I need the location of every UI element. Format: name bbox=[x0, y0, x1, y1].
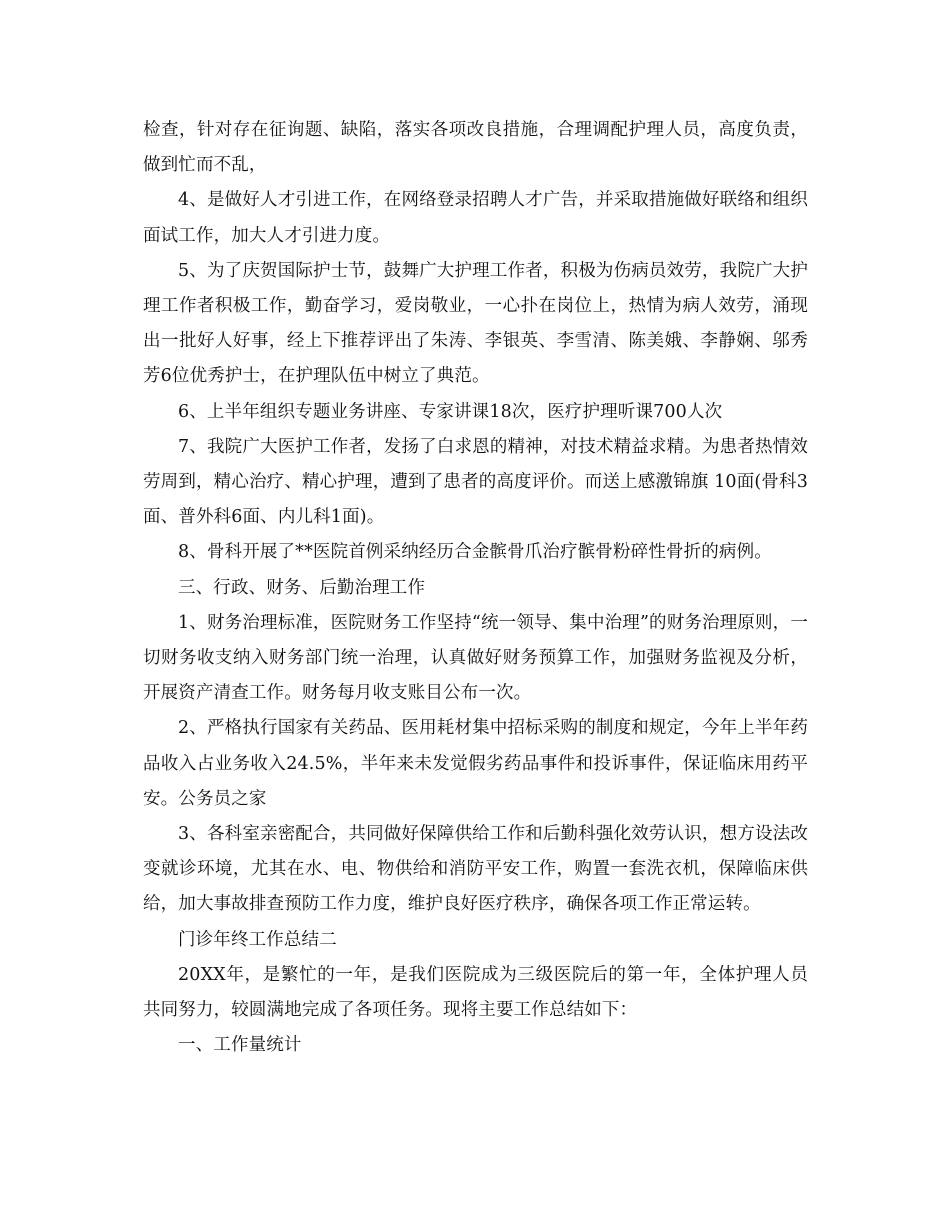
paragraph-finance-2: 2、严格执行国家有关药品、医用耗材集中招标采购的制度和规定，今年上半年药品收入占业务收入24.5%，半年来未发觉假劣药品事件和投诉事件，保证临床用药平安。公务员之家 bbox=[143, 718, 808, 809]
paragraph-item-8: 8、骨科开展了**医院首例采纳经历合金髌骨爪治疗髌骨粉碎性骨折的病例。 bbox=[178, 542, 772, 563]
section-heading-admin: 三、行政、财务、后勤治理工作 bbox=[178, 577, 426, 598]
paragraph-item-5: 5、为了庆贺国际护士节，鼓舞广大护理工作者，积极为伤病员效劳，我院广大护理工作者积极工作，勤奋学习，爱岗敬业，一心扑在岗位上，热情为病人效劳，涌现出一批好人好事，经上下推荐评出了朱涛、李银英、李雪清、陈美娥、李静娴、邬秀芳6位优秀护士，在护理队伍中树立了典范。 bbox=[143, 260, 808, 387]
paragraph-item-4: 4、是做好人才引进工作，在网络登录招聘人才广告，并采取措施做好联络和组织面试工作，加大人才引进力度。 bbox=[143, 190, 808, 246]
paragraph-intro: 20XX年，是繁忙的一年，是我们医院成为三级医院后的第一年，全体护理人员共同努力，较圆满地完成了各项任务。现将主要工作总结如下： bbox=[143, 964, 808, 1021]
document-subtitle: 门诊年终工作总结二 bbox=[178, 929, 337, 950]
paragraph-item-6: 6、上半年组织专题业务讲座、专家讲课18次，医疗护理听课700人次 bbox=[178, 401, 723, 422]
paragraph-finance-3: 3、各科室亲密配合，共同做好保障供给工作和后勤科强化效劳认识，想方设法改变就诊环境，尤其在水、电、物供给和消防平安工作，购置一套洗衣机，保障临床供给，加大事故排查预防工作力度，维护良好医疗秩序，确保各项工作正常运转。 bbox=[143, 824, 808, 915]
paragraph-continuation: 检查，针对存在征询题、缺陷，落实各项改良措施，合理调配护理人员，高度负责，做到忙而不乱， bbox=[143, 120, 808, 176]
document-body bbox=[143, 113, 808, 1063]
section-heading-workload: 一、工作量统计 bbox=[178, 1035, 302, 1056]
paragraph-item-7: 7、我院广大医护工作者，发扬了白求恩的精神，对技术精益求精。为患者热情效劳周到，精心治疗、精心护理，遭到了患者的高度评价。而送上感激锦旗 10面(骨科3面、普外科6面、内儿科1面)。 bbox=[143, 436, 808, 528]
paragraph-finance-1: 1、财务治理标准，医院财务工作坚持“统一领导、集中治理”的财务治理原则，一切财务收支纳入财务部门统一治理，认真做好财务预算工作，加强财务监视及分析，开展资产清查工作。财务每月收支账目公布一次。 bbox=[143, 612, 808, 704]
